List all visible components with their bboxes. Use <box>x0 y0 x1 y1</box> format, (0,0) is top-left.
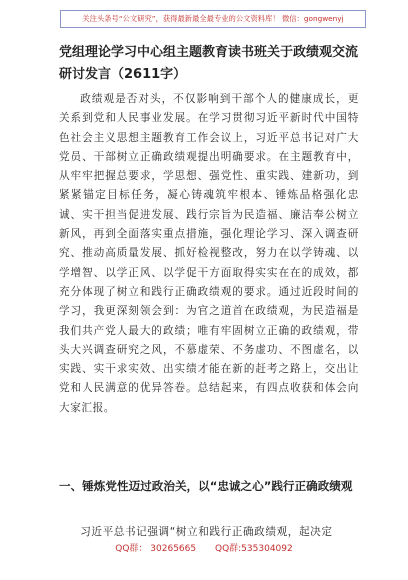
footer-contact <box>0 542 408 556</box>
body-paragraph-2: 习近平总书记强调“树立和践行正确政绩观，起决定 <box>80 526 333 538</box>
body-paragraph: 政绩观是否对头，不仅影响到干部个人的健康成长，更关系到党和人民事业发展。在学习贯彻习近平新时代中国特色社会主义思想主题教育工作会议上，习近平总书记对广大党员、干部树立正确政绩观提出明确要求。在主题教育中，从牢牢把握总要求，学思想、强党性、重实践、建新功，到紧紧锚定目标任务，凝心铸魂筑牢根本、锤炼品格强化忠诚、实干担当促进发展、践行宗旨为民造福、廉洁奉公树立新风，再到全面落实重点措施，强化理论学习、深入调查研究、推动高质量发展、抓好检视整改，努力在以学铸魂、以学增智、以学正风、以学促干方面取得实实在在的成效，都充分体现了树立和践行正确政绩观的要求。通过近段时间的学习，我更深刻领会到：为官之道首在政绩观，为民造福是我们共产党人最大的政绩；唯有牢固树立正确的政绩观，带头大兴调查研究之风，不慕虚荣、不务虚功、不图虚名，以实践、实干求实效、出实绩才能在新的赶考之路上，交出让党和人民满意的优异答卷。总结起来，有四点收获和体会向大家汇报。 <box>59 93 359 414</box>
qq-group-1: QQ群： 30265665 <box>115 544 197 554</box>
document-title: 党组理论学习中心组主题教育读书班关于政绩观交流研讨发言（2611字） <box>59 45 359 82</box>
header-banner: 关注头条号“公文研究”，获得最新最全最专业的公文资料库！ 微信：gongwenyj <box>60 10 366 28</box>
section-heading: 一、锤炼党性迈过政治关，以“忠诚之心”践行正确政绩观 <box>59 479 353 493</box>
document-body <box>59 90 359 418</box>
qq-group-2: QQ群:535304092 <box>214 544 293 554</box>
